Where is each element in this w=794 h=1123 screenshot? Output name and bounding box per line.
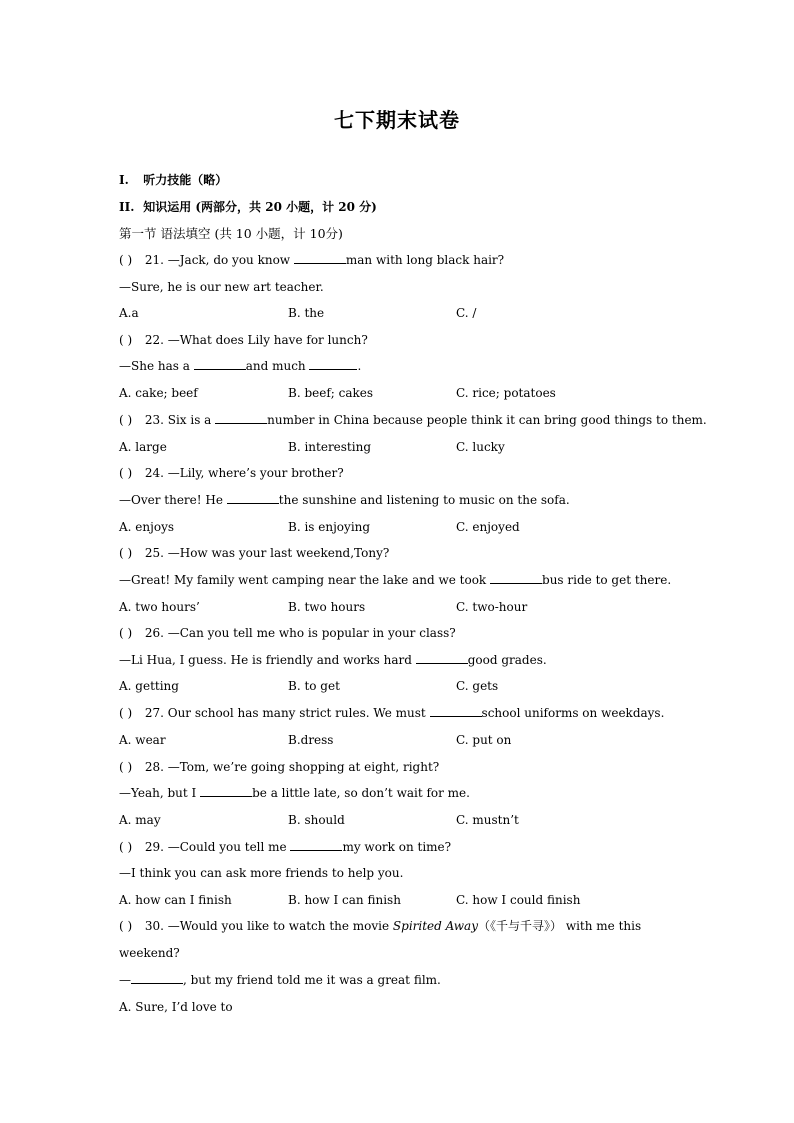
option-c[interactable]: C. put on — [456, 733, 512, 747]
option-b[interactable]: B. to get — [288, 679, 340, 693]
reply-text: the sunshine and listening to music on the sofa. — [278, 493, 570, 507]
reply-text: good grades. — [467, 653, 547, 667]
question-30 — [119, 918, 641, 934]
option-c[interactable]: C. lucky — [456, 440, 505, 454]
question-21 — [119, 252, 504, 268]
reply-26 — [119, 652, 547, 668]
question-text: 25. —How was your last weekend,Tony? — [144, 546, 390, 560]
option-a[interactable]: A. how can I finish — [119, 893, 232, 907]
option-b[interactable]: B.dress — [288, 733, 334, 747]
option-c[interactable]: C. two-hour — [456, 600, 528, 614]
answer-blank[interactable] — [290, 839, 342, 851]
question-text: 22. —What does Lily have for lunch? — [144, 333, 368, 347]
answer-paren[interactable]: ( ) — [119, 546, 133, 560]
question-text: number in China because people think it can bring good things to them. — [267, 413, 707, 427]
reply-28 — [119, 785, 470, 801]
reply-text: —Over there! He — [119, 493, 227, 507]
option-b[interactable]: B. interesting — [288, 440, 372, 454]
question-text: 21. —Jack, do you know — [144, 253, 294, 267]
reply-21: —Sure, he is our new art teacher. — [119, 280, 324, 294]
option-a[interactable]: A. getting — [119, 679, 179, 693]
section-knowledge — [119, 198, 377, 215]
answer-blank[interactable] — [309, 358, 357, 370]
option-a[interactable]: A. wear — [119, 733, 166, 747]
question-23 — [119, 412, 707, 428]
option-a[interactable]: A. may — [119, 813, 161, 827]
question-24 — [119, 465, 344, 481]
option-b[interactable]: B. the — [288, 306, 325, 320]
option-c[interactable]: C. enjoyed — [456, 520, 520, 534]
question-22 — [119, 332, 368, 348]
option-a[interactable]: A.a — [119, 306, 139, 320]
option-b[interactable]: B. beef; cakes — [288, 386, 374, 400]
answer-blank[interactable] — [194, 358, 246, 370]
answer-blank[interactable] — [416, 652, 468, 664]
reply-text: — — [119, 973, 131, 987]
question-27 — [119, 705, 664, 721]
reply-text: —Great! My family went camping near the lake and we took — [119, 573, 491, 587]
question-text: 29. —Could you tell me — [144, 840, 291, 854]
question-text: 30. —Would you like to watch the movie — [144, 919, 393, 933]
option-b[interactable]: B. is enjoying — [288, 520, 371, 534]
answer-paren[interactable]: ( ) — [119, 706, 133, 720]
answer-blank[interactable] — [131, 972, 183, 984]
question-30-cont: weekend? — [119, 946, 180, 960]
answer-blank[interactable] — [294, 252, 346, 264]
reply-text: , but my friend told me it was a great film. — [183, 973, 441, 987]
option-c[interactable]: C. rice; potatoes — [456, 386, 556, 400]
answer-blank[interactable] — [227, 492, 279, 504]
question-26 — [119, 625, 456, 641]
option-c[interactable]: C. mustn’t — [456, 813, 519, 827]
question-text: 23. Six is a — [144, 413, 216, 427]
reply-text: . — [357, 359, 362, 373]
question-text: school uniforms on weekdays. — [481, 706, 665, 720]
option-a[interactable]: A. enjoys — [119, 520, 175, 534]
answer-paren[interactable]: ( ) — [119, 413, 133, 427]
option-c[interactable]: C. / — [456, 306, 477, 320]
answer-blank[interactable] — [430, 705, 482, 717]
answer-blank[interactable] — [215, 412, 267, 424]
answer-paren[interactable]: ( ) — [119, 919, 133, 933]
reply-text: —She has a — [119, 359, 194, 373]
answer-blank[interactable] — [200, 785, 252, 797]
option-b[interactable]: B. how I can finish — [288, 893, 401, 907]
reply-text: bus ride to get there. — [542, 573, 672, 587]
question-text: my work on time? — [342, 840, 452, 854]
answer-paren[interactable]: ( ) — [119, 253, 133, 267]
section-label: 听力技能（略） — [143, 173, 228, 187]
option-b[interactable]: B. should — [288, 813, 345, 827]
reply-30 — [119, 972, 441, 988]
answer-paren[interactable]: ( ) — [119, 333, 133, 347]
answer-paren[interactable]: ( ) — [119, 626, 133, 640]
question-text: 24. —Lily, where’s your brother? — [144, 466, 344, 480]
reply-22 — [119, 358, 361, 374]
page-title: 七下期末试卷 — [334, 108, 460, 132]
answer-paren[interactable]: ( ) — [119, 760, 133, 774]
reply-text: be a little late, so don’t wait for me. — [252, 786, 470, 800]
answer-paren[interactable]: ( ) — [119, 840, 133, 854]
reply-text: and much — [245, 359, 310, 373]
section-number: II. — [119, 200, 135, 214]
option-c[interactable]: C. gets — [456, 679, 499, 693]
option-c[interactable]: C. how I could finish — [456, 893, 581, 907]
question-text: 26. —Can you tell me who is popular in your class? — [144, 626, 456, 640]
reply-24 — [119, 492, 570, 508]
question-text: 27. Our school has many strict rules. We must — [144, 706, 430, 720]
question-text: 28. —Tom, we’re going shopping at eight, right? — [144, 760, 440, 774]
reply-25 — [119, 572, 671, 588]
movie-title: Spirited Away — [392, 919, 478, 933]
question-29 — [119, 839, 451, 855]
option-a[interactable]: A. two hours’ — [119, 600, 200, 614]
reply-text: —Li Hua, I guess. He is friendly and works hard — [119, 653, 416, 667]
question-text: man with long black hair? — [345, 253, 505, 267]
question-28 — [119, 759, 439, 775]
option-a[interactable]: A. large — [119, 440, 167, 454]
question-text: （《千与千寻》） with me this — [478, 919, 642, 933]
section-label: 知识运用 (两部分，共 20 小题，计 20 分) — [143, 200, 377, 214]
option-a[interactable]: A. cake; beef — [119, 386, 198, 400]
section-number: I. — [119, 173, 129, 187]
option-a[interactable]: A. Sure, I’d love to — [119, 1000, 233, 1014]
reply-29: —I think you can ask more friends to help you. — [119, 866, 404, 880]
answer-paren[interactable]: ( ) — [119, 466, 133, 480]
reply-text: —Yeah, but I — [119, 786, 201, 800]
subsection-grammar: 第一节 语法填空 (共 10 小题，计 10分) — [119, 226, 343, 241]
answer-blank[interactable] — [490, 572, 542, 584]
section-listening — [119, 171, 227, 188]
question-25 — [119, 545, 389, 561]
option-b[interactable]: B. two hours — [288, 600, 366, 614]
